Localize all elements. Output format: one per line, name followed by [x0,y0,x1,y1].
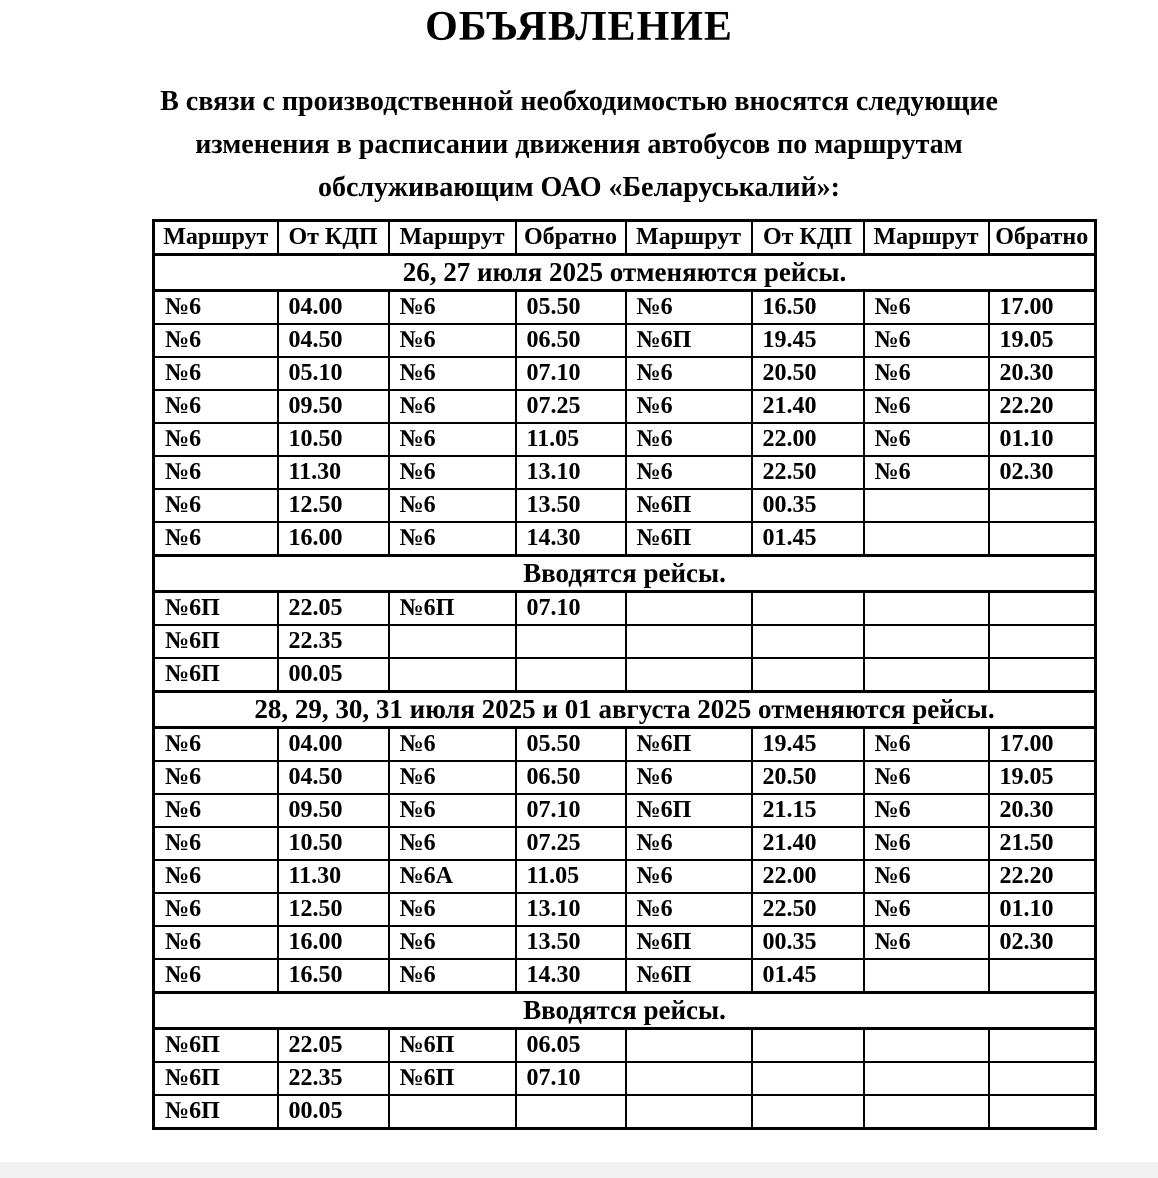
time-cell [989,522,1096,556]
time-cell [989,1029,1096,1063]
route-cell [626,592,752,626]
time-cell: 11.30 [278,456,389,489]
table-row [154,489,1096,522]
column-header: От КДП [278,221,389,255]
time-cell [516,658,626,692]
route-cell: №6 [864,761,989,794]
table-row [154,1095,1096,1129]
time-cell: 13.50 [516,489,626,522]
route-cell: №6 [389,794,516,827]
route-cell: №6 [626,291,752,325]
time-cell: 00.05 [278,658,389,692]
time-cell: 05.10 [278,357,389,390]
table-row [154,728,1096,762]
time-cell: 07.25 [516,390,626,423]
route-cell [626,625,752,658]
time-cell: 22.20 [989,390,1096,423]
route-cell: №6П [154,658,278,692]
route-cell [864,959,989,993]
route-cell: №6 [626,827,752,860]
time-cell: 22.00 [752,860,864,893]
route-cell: №6 [154,390,278,423]
time-cell: 07.10 [516,357,626,390]
column-header: Маршрут [154,221,278,255]
time-cell [752,1062,864,1095]
time-cell: 04.00 [278,728,389,762]
route-cell [864,658,989,692]
time-cell: 20.50 [752,761,864,794]
time-cell: 01.45 [752,522,864,556]
column-header: Обратно [516,221,626,255]
time-cell [989,959,1096,993]
column-header: Маршрут [389,221,516,255]
route-cell: №6 [389,522,516,556]
route-cell: №6 [154,959,278,993]
route-cell: №6 [864,926,989,959]
route-cell: №6 [864,423,989,456]
route-cell [626,1029,752,1063]
time-cell: 16.50 [752,291,864,325]
time-cell: 19.45 [752,728,864,762]
route-cell: №6 [154,794,278,827]
time-cell: 22.20 [989,860,1096,893]
route-cell: №6 [154,728,278,762]
time-cell: 13.10 [516,893,626,926]
route-cell: №6 [389,827,516,860]
route-cell: №6 [389,456,516,489]
time-cell: 16.00 [278,926,389,959]
time-cell: 22.05 [278,592,389,626]
time-cell: 01.10 [989,423,1096,456]
section-heading: Вводятся рейсы. [154,993,1096,1029]
table-row [154,658,1096,692]
route-cell: №6 [626,860,752,893]
section-heading-row [154,692,1096,728]
route-cell: №6П [626,728,752,762]
route-cell: №6 [389,489,516,522]
route-cell: №6 [626,761,752,794]
time-cell: 12.50 [278,893,389,926]
column-header: Маршрут [864,221,989,255]
route-cell: №6П [626,794,752,827]
time-cell [752,1029,864,1063]
route-cell: №6 [154,827,278,860]
route-cell: №6 [864,456,989,489]
time-cell: 21.50 [989,827,1096,860]
route-cell [864,625,989,658]
route-cell: №6 [626,456,752,489]
time-cell: 14.30 [516,959,626,993]
time-cell: 19.05 [989,324,1096,357]
time-cell: 07.10 [516,1062,626,1095]
time-cell: 00.05 [278,1095,389,1129]
route-cell: №6П [626,959,752,993]
time-cell: 10.50 [278,423,389,456]
route-cell: №6А [389,860,516,893]
time-cell: 00.35 [752,926,864,959]
time-cell: 05.50 [516,728,626,762]
time-cell: 01.10 [989,893,1096,926]
route-cell: №6 [626,423,752,456]
time-cell: 22.05 [278,1029,389,1063]
route-cell: №6П [389,592,516,626]
column-header: Обратно [989,221,1096,255]
time-cell: 21.40 [752,390,864,423]
route-cell: №6П [154,625,278,658]
route-cell: №6 [154,291,278,325]
schedule-table-body [154,255,1096,1129]
route-cell: №6 [389,728,516,762]
time-cell: 11.30 [278,860,389,893]
time-cell: 22.50 [752,456,864,489]
route-cell [626,1062,752,1095]
intro-paragraph: В связи с производственной необходимостью вносятся следующие изменения в расписании движения автобусов по маршрутам обслуживающим ОАО «Беларуськалий»: [160,86,998,203]
route-cell: №6 [864,324,989,357]
section-heading: 26, 27 июля 2025 отменяются рейсы. [154,255,1096,291]
table-row [154,522,1096,556]
scan-edge [0,1162,1158,1178]
time-cell: 22.00 [752,423,864,456]
route-cell: №6 [154,860,278,893]
time-cell: 07.10 [516,794,626,827]
table-row [154,291,1096,325]
time-cell: 05.50 [516,291,626,325]
time-cell [989,592,1096,626]
time-cell: 02.30 [989,926,1096,959]
route-cell: №6 [864,728,989,762]
time-cell: 21.15 [752,794,864,827]
time-cell: 09.50 [278,390,389,423]
route-cell: №6 [154,522,278,556]
table-row [154,761,1096,794]
route-cell [389,625,516,658]
time-cell: 04.50 [278,324,389,357]
route-cell: №6 [864,794,989,827]
route-cell [626,658,752,692]
time-cell: 22.50 [752,893,864,926]
time-cell: 09.50 [278,794,389,827]
route-cell: №6П [154,1095,278,1129]
route-cell: №6 [389,761,516,794]
route-cell: №6 [389,291,516,325]
column-header: От КДП [752,221,864,255]
time-cell [989,489,1096,522]
time-cell: 06.05 [516,1029,626,1063]
section-heading: 28, 29, 30, 31 июля 2025 и 01 августа 2025 отменяются рейсы. [154,692,1096,728]
section-heading-row [154,556,1096,592]
time-cell: 21.40 [752,827,864,860]
time-cell: 16.50 [278,959,389,993]
time-cell: 07.25 [516,827,626,860]
route-cell: №6 [389,926,516,959]
route-cell: №6 [389,959,516,993]
time-cell: 06.50 [516,761,626,794]
time-cell: 02.30 [989,456,1096,489]
time-cell: 20.30 [989,357,1096,390]
time-cell: 07.10 [516,592,626,626]
table-row [154,959,1096,993]
route-cell [864,1062,989,1095]
section-heading-row [154,993,1096,1029]
time-cell [989,658,1096,692]
route-cell [864,592,989,626]
table-row [154,860,1096,893]
table-row [154,390,1096,423]
time-cell: 20.50 [752,357,864,390]
time-cell: 11.05 [516,423,626,456]
table-row [154,1062,1096,1095]
time-cell: 17.00 [989,291,1096,325]
time-cell: 06.50 [516,324,626,357]
route-cell: №6П [626,926,752,959]
route-cell [389,658,516,692]
route-cell [389,1095,516,1129]
route-cell: №6П [626,489,752,522]
section-heading: Вводятся рейсы. [154,556,1096,592]
route-cell: №6 [389,423,516,456]
time-cell: 16.00 [278,522,389,556]
route-cell: №6 [154,456,278,489]
time-cell: 11.05 [516,860,626,893]
route-cell: №6 [864,860,989,893]
table-row [154,625,1096,658]
table-row [154,926,1096,959]
route-cell: №6П [389,1062,516,1095]
route-cell: №6 [154,324,278,357]
route-cell: №6 [626,893,752,926]
route-cell: №6 [154,357,278,390]
time-cell: 01.45 [752,959,864,993]
time-cell: 20.30 [989,794,1096,827]
schedule-table [152,219,1097,1130]
route-cell: №6 [389,893,516,926]
table-row [154,456,1096,489]
table-row [154,357,1096,390]
time-cell: 22.35 [278,1062,389,1095]
time-cell [989,1062,1096,1095]
time-cell: 04.00 [278,291,389,325]
time-cell [752,658,864,692]
route-cell: №6 [154,761,278,794]
route-cell: №6 [154,489,278,522]
time-cell: 19.45 [752,324,864,357]
route-cell: №6П [154,592,278,626]
table-row [154,827,1096,860]
route-cell: №6 [154,926,278,959]
route-cell: №6 [626,390,752,423]
time-cell: 17.00 [989,728,1096,762]
table-row [154,423,1096,456]
route-cell: №6 [864,291,989,325]
table-row [154,794,1096,827]
route-cell: №6 [864,390,989,423]
time-cell: 19.05 [989,761,1096,794]
time-cell [752,592,864,626]
time-cell: 12.50 [278,489,389,522]
route-cell [864,489,989,522]
route-cell: №6 [864,893,989,926]
section-heading-row [154,255,1096,291]
time-cell: 13.10 [516,456,626,489]
time-cell: 10.50 [278,827,389,860]
route-cell [864,1095,989,1129]
column-header: Маршрут [626,221,752,255]
route-cell: №6 [864,827,989,860]
time-cell: 04.50 [278,761,389,794]
route-cell: №6 [626,357,752,390]
route-cell: №6 [154,423,278,456]
table-row [154,1029,1096,1063]
route-cell: №6 [154,893,278,926]
time-cell: 22.35 [278,625,389,658]
time-cell: 00.35 [752,489,864,522]
table-row [154,592,1096,626]
header-row [154,221,1096,255]
time-cell [752,1095,864,1129]
route-cell: №6П [626,522,752,556]
route-cell [864,522,989,556]
time-cell [989,625,1096,658]
route-cell: №6 [389,324,516,357]
time-cell: 14.30 [516,522,626,556]
time-cell: 13.50 [516,926,626,959]
route-cell: №6П [626,324,752,357]
page-title: ОБЪЯВЛЕНИЕ [425,4,733,50]
route-cell: №6 [389,390,516,423]
schedule-table-head [154,221,1096,255]
time-cell [752,625,864,658]
route-cell: №6П [389,1029,516,1063]
table-row [154,893,1096,926]
table-row [154,324,1096,357]
route-cell: №6 [389,357,516,390]
route-cell: №6П [154,1062,278,1095]
time-cell [516,1095,626,1129]
route-cell [864,1029,989,1063]
route-cell: №6П [154,1029,278,1063]
route-cell [626,1095,752,1129]
time-cell [516,625,626,658]
time-cell [989,1095,1096,1129]
route-cell: №6 [864,357,989,390]
